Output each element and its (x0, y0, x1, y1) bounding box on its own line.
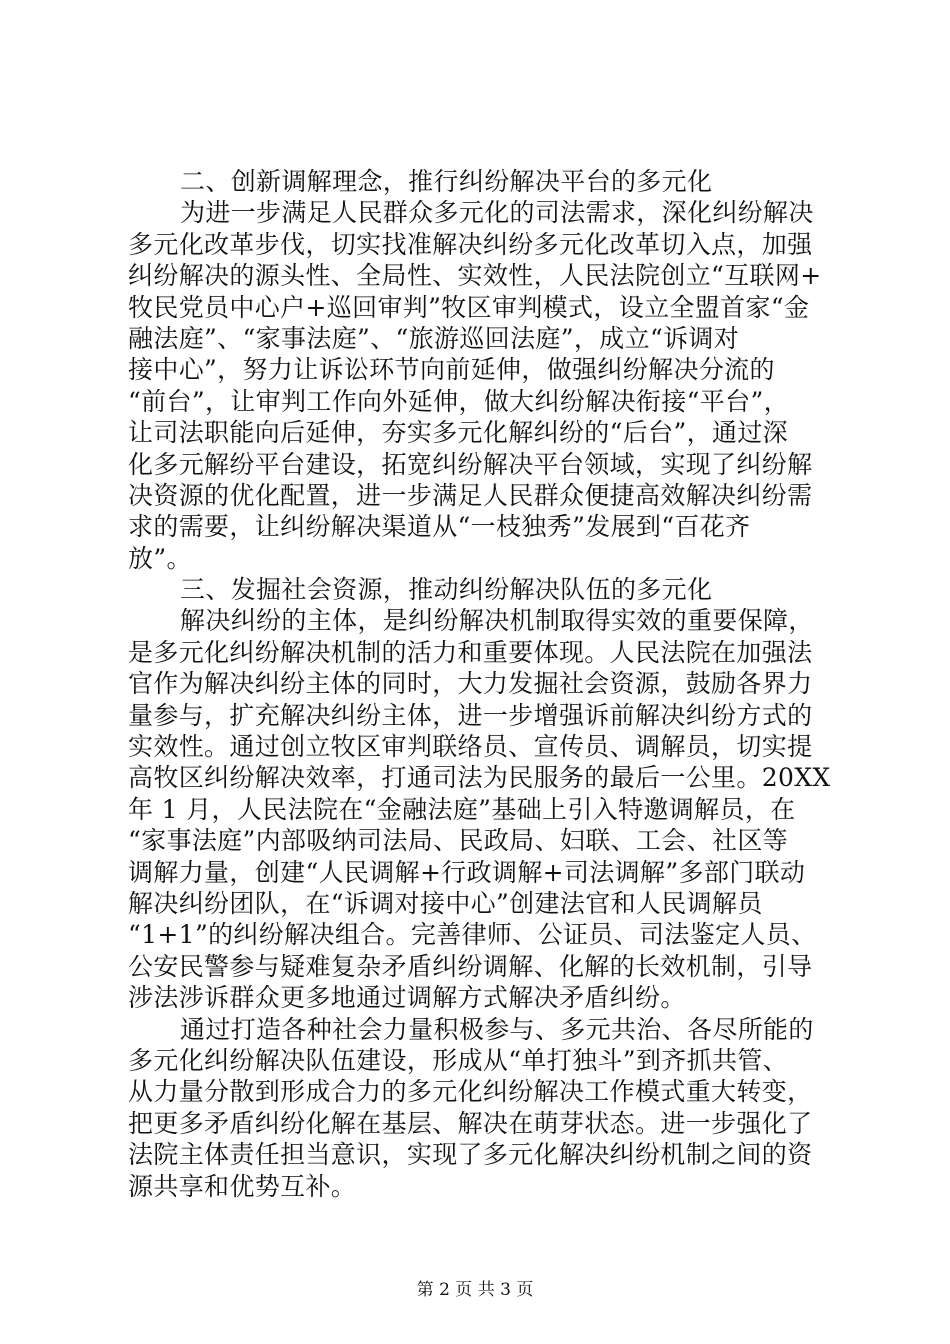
text-line: 多元化改革步伐，切实找准解决纠纷多元化改革切入点，加强 (128, 229, 813, 259)
text-line: 法院主体责任担当意识，实现了多元化解决纠纷机制之间的资 (128, 1140, 813, 1170)
section-heading: 二、创新调解理念，推行纠纷解决平台的多元化 (180, 167, 713, 196)
text-line: 调解力量，创建“人民调解+行政调解+司法调解”多部门联动 (128, 857, 806, 887)
paragraph (128, 605, 831, 1013)
text-line: 涉法涉诉群众更多地通过调解方式解决矛盾纠纷。 (128, 983, 686, 1013)
text-line: 多元化纠纷解决队伍建设，形成从“单打独斗”到齐抓共管、 (128, 1045, 789, 1075)
section-3 (128, 574, 831, 1202)
text-line: 解决纠纷团队，在“诉调对接中心”创建法官和人民调解员 (128, 888, 763, 918)
text-line: “家事法庭”内部吸纳司法局、民政局、妇联、工会、社区等 (128, 826, 789, 856)
document-body (128, 166, 831, 1202)
paragraph (128, 1014, 828, 1202)
text-line: 纠纷解决的源头性、全局性、实效性，人民法院创立“互联网+ (128, 261, 822, 291)
text-line: 公安民警参与疑难复杂矛盾纠纷调解、化解的长效机制，引导 (128, 951, 813, 981)
text-line: “1+1”的纠纷解决组合。完善律师、公证员、司法鉴定人员、 (128, 920, 817, 950)
section-heading: 三、发掘社会资源，推动纠纷解决队伍的多元化 (180, 575, 713, 605)
text-line: 是多元化纠纷解决机制的活力和重要体现。人民法院在加强法 (128, 637, 813, 667)
text-line: 高牧区纠纷解决效率，打通司法为民服务的最后一公里。20XX (128, 763, 831, 793)
text-line: 接中心”，努力让诉讼环节向前延伸，做强纠纷解决分流的 (128, 355, 775, 385)
text-line: 量参与，扩充解决纠纷主体，进一步增强诉前解决纠纷方式的 (128, 700, 813, 730)
text-line: “前台”，让审判工作向外延伸，做大纠纷解决衔接“平台”， (128, 386, 789, 416)
text-line: 源共享和优势互补。 (128, 1171, 357, 1201)
text-line: 实效性。通过创立牧区审判联络员、宣传员、调解员，切实提 (128, 732, 813, 762)
text-line: 决资源的优化配置，进一步满足人民群众便捷高效解决纠纷需 (128, 480, 813, 510)
text-line: 放”。 (128, 543, 192, 573)
text-line: 化多元解纷平台建设，拓宽纠纷解决平台领域，实现了纠纷解 (128, 449, 813, 479)
text-line: 年 1 月，人民法院在“金融法庭”基础上引入特邀调解员，在 (128, 794, 796, 824)
text-line: 官作为解决纠纷主体的同时，大力发掘社会资源，鼓励各界力 (128, 669, 813, 699)
text-line: 求的需要，让纠纷解决渠道从“一枝独秀”发展到“百花齐 (128, 512, 751, 542)
text-line: 牧民党员中心户+巡回审判”牧区审判模式，设立全盟首家“金 (128, 292, 810, 322)
page-number-footer: 第 2 页 共 3 页 (416, 1280, 534, 1300)
text-line: 融法庭”、“家事法庭”、“旅游巡回法庭”，成立“诉调对 (128, 323, 740, 353)
text-line: 把更多矛盾纠纷化解在基层、解决在萌芽状态。进一步强化了 (128, 1108, 813, 1138)
text-line: 通过打造各种社会力量积极参与、多元共治、各尽所能的 (180, 1014, 814, 1044)
text-line: 为进一步满足人民群众多元化的司法需求，深化纠纷解决 (180, 198, 814, 228)
section-2 (128, 166, 828, 574)
text-line: 解决纠纷的主体，是纠纷解决机制取得实效的重要保障， (180, 606, 814, 636)
paragraph (128, 197, 828, 574)
text-line: 从力量分散到形成合力的多元化纠纷解决工作模式重大转变， (128, 1077, 813, 1107)
text-line: 让司法职能向后延伸，夯实多元化解纠纷的“后台”，通过深 (128, 418, 789, 448)
